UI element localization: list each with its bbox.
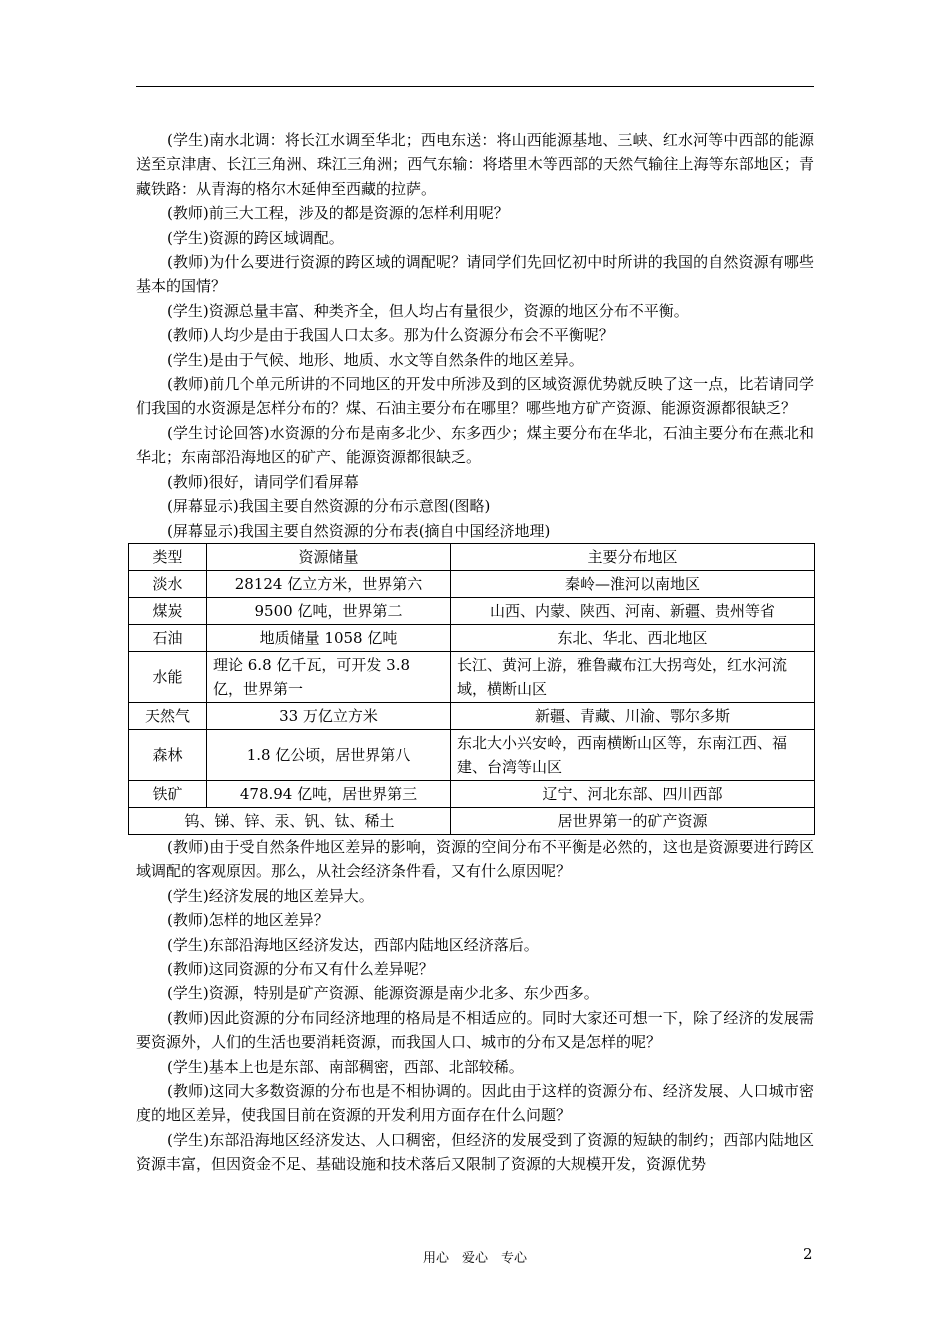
paragraph: (学生)经济发展的地区差异大。 — [167, 886, 374, 905]
paragraph: (学生讨论回答)水资源的分布是南多北少、东多西少；煤主要分布在华北，石油主要分布在燕北和华北；东南部沿海地区的矿产、能源资源都很缺乏。 — [136, 423, 814, 467]
table-row — [129, 780, 815, 807]
table-row — [129, 651, 815, 702]
table-cell: 铁矿 — [129, 780, 207, 807]
table-row — [129, 597, 815, 624]
table-row — [129, 807, 815, 834]
table-row — [129, 729, 815, 780]
paragraph: (教师)为什么要进行资源的跨区域的调配呢？请同学们先回忆初中时所讲的我国的自然资源有哪些基本的国情？ — [136, 253, 814, 296]
footer-motto: 用心 爱心 专心 — [422, 1251, 527, 1266]
paragraph: (教师)怎样的地区差异？ — [167, 911, 329, 930]
table-cell: 长江、黄河上游，雅鲁藏布江大拐弯处，红水河流域，横断山区 — [451, 651, 815, 702]
paragraph: (教师)因此资源的分布同经济地理的格局是不相适应的。同时大家还可想一下，除了经济的发展需要资源外，人们的生活也要消耗资源，而我国人口、城市的分布又是怎样的呢？ — [136, 1008, 814, 1052]
table-header-row — [129, 543, 815, 570]
header-rule — [136, 86, 814, 87]
table-cell: 东北大小兴安岭，西南横断山区等，东南江西、福建、台湾等山区 — [451, 729, 815, 780]
table-caption: (屏幕显示)我国主要自然资源的分布表(摘自中国经济地理) — [167, 521, 551, 540]
paragraph: (学生)东部沿海地区经济发达，西部内陆地区经济落后。 — [167, 935, 539, 954]
paragraph: (学生)是由于气候、地形、地质、水文等自然条件的地区差异。 — [167, 350, 584, 369]
table-cell: 1.8 亿公顷，居世界第八 — [207, 729, 451, 780]
table-cell: 淡水 — [129, 570, 207, 597]
table-cell: 居世界第一的矿产资源 — [451, 807, 815, 834]
table-cell: 辽宁、河北东部、四川西部 — [451, 780, 815, 807]
table-cell: 秦岭—淮河以南地区 — [451, 570, 815, 597]
table-cell: 新疆、青藏、川渝、鄂尔多斯 — [451, 702, 815, 729]
table-header-cell: 主要分布地区 — [451, 543, 815, 570]
table-cell: 钨、锑、锌、汞、钒、钛、稀土 — [129, 807, 451, 834]
paragraph: (教师)这同大多数资源的分布也是不相协调的。因此由于这样的资源分布、经济发展、人口城市密度的地区差异，使我国目前在资源的开发利用方面存在什么问题？ — [136, 1081, 814, 1125]
paragraph: (学生)基本上也是东部、南部稠密，西部、北部较稀。 — [167, 1057, 524, 1076]
paragraph: (教师)前三大工程，涉及的都是资源的怎样利用呢？ — [167, 204, 509, 223]
table-header-cell: 类型 — [129, 543, 207, 570]
table-cell: 水能 — [129, 651, 207, 702]
table-cell: 28124 亿立方米，世界第六 — [207, 570, 451, 597]
resource-table — [128, 543, 815, 835]
table-cell: 9500 亿吨，世界第二 — [207, 597, 451, 624]
paragraph: (学生)资源的跨区域调配。 — [167, 228, 344, 247]
paragraph: (屏幕显示)我国主要自然资源的分布示意图(图略) — [167, 497, 491, 516]
paragraph: (学生)东部沿海地区经济发达、人口稠密，但经济的发展受到了资源的短缺的制约；西部内陆地区资源丰富，但因资金不足、基础设施和技术落后又限制了资源的大规模开发，资源优势 — [136, 1130, 814, 1174]
table-cell: 478.94 亿吨，居世界第三 — [207, 780, 451, 807]
table-cell: 石油 — [129, 624, 207, 651]
table-cell: 森林 — [129, 729, 207, 780]
table-cell: 煤炭 — [129, 597, 207, 624]
table-cell: 33 万亿立方米 — [207, 702, 451, 729]
paragraph: (教师)这同资源的分布又有什么差异呢？ — [167, 959, 434, 978]
paragraph: (学生)南水北调：将长江水调至华北；西电东送：将山西能源基地、三峡、红水河等中西部的能源送至京津唐、长江三角洲、珠江三角洲；西气东输：将塔里木等西部的天然气输往上海等东部地区；青藏铁路：从青海的格尔木延伸至西藏的拉萨。 — [136, 131, 814, 198]
page-number: 2 — [803, 1245, 813, 1263]
paragraph: (学生)资源总量丰富、种类齐全，但人均占有量很少，资源的地区分布不平衡。 — [167, 301, 689, 320]
table-cell: 天然气 — [129, 702, 207, 729]
document-body — [136, 128, 814, 1177]
paragraph: (学生)资源，特别是矿产资源、能源资源是南少北多、东少西多。 — [167, 984, 599, 1003]
table-cell: 山西、内蒙、陕西、河南、新疆、贵州等省 — [451, 597, 815, 624]
table-cell: 地质储量 1058 亿吨 — [207, 624, 451, 651]
table-header-cell: 资源储量 — [207, 543, 451, 570]
paragraph: (教师)由于受自然条件地区差异的影响，资源的空间分布不平衡是必然的，这也是资源要进行跨区域调配的客观原因。那么，从社会经济条件看，又有什么原因呢？ — [136, 837, 814, 881]
table-cell: 理论 6.8 亿千瓦，可开发 3.8 亿，世界第一 — [207, 651, 451, 702]
paragraph: (教师)前几个单元所讲的不同地区的开发中所涉及到的区域资源优势就反映了这一点，比若请同学们我国的水资源是怎样分布的？煤、石油主要分布在哪里？哪些地方矿产资源、能源资源都很缺乏？ — [136, 375, 814, 418]
table-row — [129, 624, 815, 651]
table-cell: 东北、华北、西北地区 — [451, 624, 815, 651]
table-row — [129, 570, 815, 597]
table-row — [129, 702, 815, 729]
paragraph: (教师)人均少是由于我国人口太多。那为什么资源分布会不平衡呢？ — [167, 326, 614, 345]
paragraph: (教师)很好，请同学们看屏幕 — [167, 472, 359, 491]
